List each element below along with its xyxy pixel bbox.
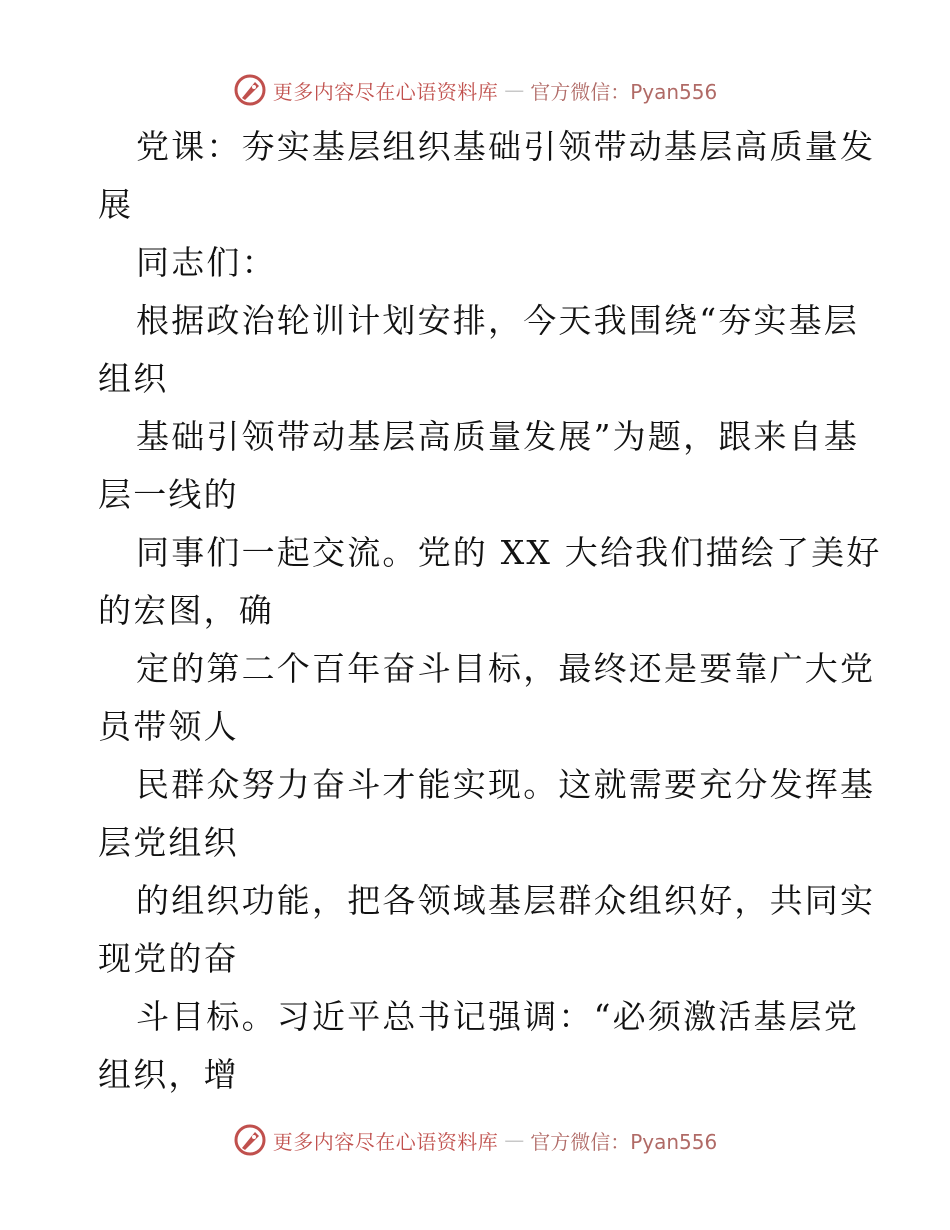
body-line: 斗目标。习近平总书记强调：“必须激活基层党 — [136, 997, 860, 1036]
body-line: 层党组织 — [98, 823, 239, 862]
body-line: 的组织功能，把各领域基层群众组织好，共同实 — [136, 881, 876, 920]
body-line: 定的第二个百年奋斗目标，最终还是要靠广大党 — [136, 649, 876, 688]
watermark-contact: 官方微信：Pyan556 — [530, 1129, 718, 1154]
watermark-text: 更多内容尽在心语资料库 — [272, 79, 499, 104]
watermark-separator: — — [504, 1128, 525, 1152]
body-line: 同事们一起交流。党的 XX 大给我们描绘了美好 — [136, 533, 882, 572]
document-title: 党课：夯实基层组织基础引领带动基层高质量发 — [136, 127, 876, 166]
body-line: 基础引领带动基层高质量发展”为题，跟来自基 — [136, 417, 860, 456]
body-line: 组织，增 — [98, 1055, 239, 1094]
watermark-separator: — — [504, 78, 525, 102]
body-line: 民群众努力奋斗才能实现。这就需要充分发挥基 — [136, 765, 876, 804]
body-line: 组织 — [98, 359, 169, 398]
document-title-cont: 展 — [98, 185, 134, 224]
salutation: 同志们： — [136, 243, 277, 282]
body-line: 现党的奋 — [98, 939, 239, 978]
body-line: 根据政治轮训计划安排，今天我围绕“夯实基层 — [136, 301, 860, 340]
watermark-text: 更多内容尽在心语资料库 — [272, 1129, 499, 1154]
pen-nib-logo-icon — [233, 1123, 267, 1157]
pen-nib-logo-icon — [233, 73, 267, 107]
watermark-contact: 官方微信：Pyan556 — [530, 79, 718, 104]
body-line: 的宏图，确 — [98, 591, 274, 630]
body-line: 员带领人 — [98, 707, 239, 746]
header-watermark — [0, 70, 950, 110]
body-line: 层一线的 — [98, 475, 239, 514]
document-body — [98, 118, 882, 1104]
footer-watermark — [0, 1120, 950, 1160]
